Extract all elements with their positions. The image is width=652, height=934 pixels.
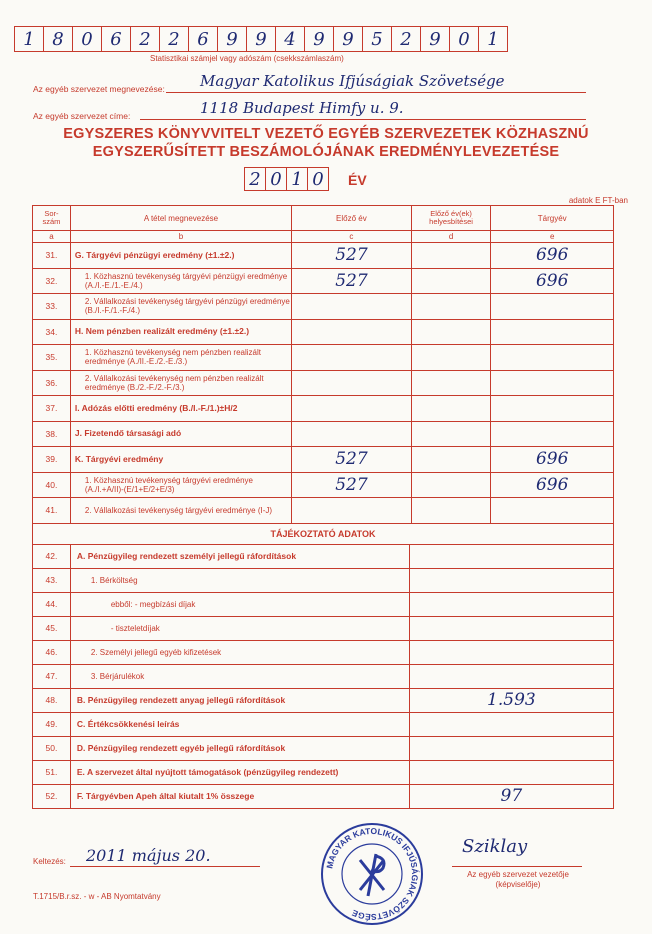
header-current-year: Tárgyév bbox=[537, 213, 567, 223]
info-row-value bbox=[410, 737, 613, 760]
current-year-value: 696 bbox=[535, 270, 569, 291]
header-row-number: Sor- szám bbox=[33, 206, 71, 230]
tax-digit-box: 1 bbox=[14, 26, 44, 52]
row-number: 40. bbox=[33, 473, 71, 498]
correction-value bbox=[412, 473, 492, 498]
correction-value bbox=[412, 447, 492, 472]
tax-digit-box: 5 bbox=[362, 26, 392, 52]
row-number: 31. bbox=[33, 243, 71, 268]
date-line bbox=[70, 866, 260, 867]
tax-number-label: Statisztikai számjel vagy adószám (csekkszámlaszám) bbox=[150, 54, 344, 63]
row-label: 2. Vállalkozási tevékenység tárgyévi eredménye (I-J) bbox=[71, 498, 292, 523]
tax-number-boxes bbox=[14, 26, 507, 52]
correction-value bbox=[412, 371, 492, 396]
correction-value bbox=[412, 396, 492, 421]
info-row-number: 48. bbox=[33, 689, 71, 712]
row-number: 32. bbox=[33, 269, 71, 294]
row-number: 41. bbox=[33, 498, 71, 523]
info-row bbox=[32, 713, 614, 737]
tax-digit-box: 8 bbox=[43, 26, 73, 52]
row-label: G. Tárgyévi pénzügyi eredmény (±1.±2.) bbox=[71, 243, 292, 268]
info-row-number: 50. bbox=[33, 737, 71, 760]
info-row-value bbox=[410, 641, 613, 664]
table-row bbox=[32, 422, 614, 448]
org-name-value: Magyar Katolikus Ifjúságiak Szövetsége bbox=[200, 72, 505, 90]
year-boxes bbox=[244, 167, 328, 191]
letter-b: b bbox=[71, 231, 292, 242]
previous-year-value: 527 bbox=[292, 243, 412, 268]
form-title-line1: EGYSZERES KÖNYVVITELT VEZETŐ EGYÉB SZERVEZETEK KÖZHASZNÚ bbox=[63, 126, 589, 142]
tax-digit-box: 9 bbox=[217, 26, 247, 52]
info-row bbox=[32, 641, 614, 665]
info-row-value bbox=[410, 617, 613, 640]
results-table bbox=[32, 205, 614, 809]
info-row bbox=[32, 737, 614, 761]
info-row bbox=[32, 689, 614, 713]
row-label: I. Adózás előtti eredmény (B./I.-F./1.)±H/2 bbox=[71, 396, 292, 421]
info-row-label: E. A szervezet által nyújtott támogatások (pénzügyileg rendezett) bbox=[71, 761, 410, 784]
row-label: 2. Vállalkozási tevékenység tárgyévi pénzügyi eredménye (B./I.-F./1.-F./4.) bbox=[71, 294, 292, 319]
correction-value bbox=[412, 243, 492, 268]
info-row-number: 47. bbox=[33, 665, 71, 688]
info-header: TÁJÉKOZTATÓ ADATOK bbox=[32, 524, 614, 545]
current-year-value bbox=[491, 498, 613, 523]
previous-year-value bbox=[292, 345, 412, 370]
previous-year-value bbox=[292, 294, 412, 319]
correction-value bbox=[412, 269, 492, 294]
organization-stamp bbox=[318, 820, 426, 928]
info-row bbox=[32, 593, 614, 617]
table-row bbox=[32, 473, 614, 499]
row-number: 33. bbox=[33, 294, 71, 319]
previous-year-value: 527 bbox=[292, 473, 412, 498]
previous-year-value bbox=[292, 371, 412, 396]
row-label: 1. Közhasznú tevékenység nem pénzben realizált eredménye (A./II.-E./2.-E./3.) bbox=[71, 345, 292, 370]
info-row-number: 43. bbox=[33, 569, 71, 592]
info-row-label: 2. Személyi jellegű egyéb kifizetések bbox=[71, 641, 410, 664]
previous-year-value bbox=[292, 498, 412, 523]
header-previous-year: Előző év bbox=[292, 206, 412, 230]
info-row bbox=[32, 617, 614, 641]
stamp-text: MAGYAR KATOLIKUS IFJÚSÁGIAK SZÖVETSÉGE bbox=[324, 825, 421, 923]
tax-digit-box: 2 bbox=[130, 26, 160, 52]
tax-digit-box: 9 bbox=[333, 26, 363, 52]
signatory-label: Az egyéb szervezet vezetője (képviselője) bbox=[467, 870, 569, 889]
info-row-label: D. Pénzügyileg rendezett egyéb jellegű ráfordítások bbox=[71, 737, 410, 760]
letter-a: a bbox=[33, 231, 71, 242]
tax-digit-box: 2 bbox=[391, 26, 421, 52]
main-rows bbox=[32, 243, 614, 524]
correction-value bbox=[412, 422, 492, 447]
table-row bbox=[32, 320, 614, 346]
current-year-value bbox=[491, 294, 613, 319]
correction-value bbox=[412, 498, 492, 523]
header-corrections: Előző év(ek) helyesbítései bbox=[412, 206, 492, 230]
current-year-value bbox=[491, 345, 613, 370]
current-year-value: 696 bbox=[535, 474, 569, 495]
year-digit-box: 0 bbox=[265, 167, 287, 191]
row-label: H. Nem pénzben realizált eredmény (±1.±2.) bbox=[71, 320, 292, 345]
info-row-label: 1. Bérköltség bbox=[71, 569, 410, 592]
header-item-name: A tétel megnevezése bbox=[71, 206, 292, 230]
correction-value bbox=[412, 294, 492, 319]
row-number: 34. bbox=[33, 320, 71, 345]
info-row-number: 44. bbox=[33, 593, 71, 616]
tax-digit-box: 1 bbox=[478, 26, 508, 52]
current-year-value bbox=[491, 396, 613, 421]
row-number: 36. bbox=[33, 371, 71, 396]
org-name-label: Az egyéb szervezet megnevezése: bbox=[33, 84, 165, 94]
tax-digit-box: 6 bbox=[101, 26, 131, 52]
info-row-value bbox=[410, 761, 613, 784]
tax-digit-box: 9 bbox=[304, 26, 334, 52]
info-row-label: F. Tárgyévben Apeh által kiutalt 1% összege bbox=[71, 785, 410, 808]
row-number: 39. bbox=[33, 447, 71, 472]
info-row bbox=[32, 761, 614, 785]
year-digit-box: 1 bbox=[286, 167, 308, 191]
table-row bbox=[32, 371, 614, 397]
info-row-label: C. Értékcsökkenési leírás bbox=[71, 713, 410, 736]
info-rows bbox=[32, 545, 614, 809]
row-number: 37. bbox=[33, 396, 71, 421]
info-row-number: 49. bbox=[33, 713, 71, 736]
org-address-label: Az egyéb szervezet címe: bbox=[33, 111, 131, 121]
info-row-value bbox=[410, 713, 613, 736]
printer-note: T.1715/B.r.sz. - w - AB Nyomtatvány bbox=[33, 892, 161, 901]
info-row-number: 52. bbox=[33, 785, 71, 808]
current-year-value bbox=[491, 371, 613, 396]
previous-year-value bbox=[292, 320, 412, 345]
table-row bbox=[32, 396, 614, 422]
table-row bbox=[32, 345, 614, 371]
year-suffix: ÉV bbox=[348, 172, 367, 188]
tax-digit-box: 9 bbox=[246, 26, 276, 52]
info-row-number: 46. bbox=[33, 641, 71, 664]
year-digit-box: 2 bbox=[244, 167, 266, 191]
previous-year-value bbox=[292, 422, 412, 447]
info-row bbox=[32, 545, 614, 569]
date-label: Keltezés: bbox=[33, 857, 66, 866]
letter-e: e bbox=[550, 232, 555, 241]
org-name-line bbox=[166, 92, 586, 93]
info-row-number: 51. bbox=[33, 761, 71, 784]
signature-line bbox=[452, 866, 582, 867]
form-title-line2: EGYSZERŰSÍTETT BESZÁMOLÓJÁNAK EREDMÉNYLEVEZETÉSE bbox=[92, 144, 560, 160]
row-label: K. Tárgyévi eredmény bbox=[71, 447, 292, 472]
row-number: 38. bbox=[33, 422, 71, 447]
info-row bbox=[32, 569, 614, 593]
table-row bbox=[32, 294, 614, 320]
info-row-number: 42. bbox=[33, 545, 71, 568]
row-label: 1. Közhasznú tevékenység tárgyévi pénzügyi eredménye (A./I.-E./1.-E./4.) bbox=[71, 269, 292, 294]
chi-rho-icon bbox=[360, 854, 384, 896]
row-label: J. Fizetendő társasági adó bbox=[71, 422, 292, 447]
previous-year-value: 527 bbox=[292, 447, 412, 472]
info-row-value bbox=[410, 569, 613, 592]
unit-note: adatok E FT-ban bbox=[568, 196, 628, 205]
row-label: 1. Közhasznú tevékenység tárgyévi eredménye (A./I.+A/II)-(E/1+E/2+E/3) bbox=[71, 473, 292, 498]
signature: Sziklay bbox=[462, 836, 528, 857]
info-row-value bbox=[410, 545, 613, 568]
org-address-line bbox=[140, 119, 586, 120]
table-letter-row bbox=[32, 231, 614, 243]
info-row-label: - tiszteletdíjak bbox=[71, 617, 410, 640]
date-value: 2011 május 20. bbox=[86, 846, 211, 865]
letter-c: c bbox=[292, 231, 412, 242]
info-row-label: 3. Bérjárulékok bbox=[71, 665, 410, 688]
info-row-value bbox=[410, 593, 613, 616]
org-address-value: 1118 Budapest Himfy u. 9. bbox=[200, 99, 404, 117]
info-row bbox=[32, 665, 614, 689]
info-row-value: 97 bbox=[500, 786, 523, 806]
table-row bbox=[32, 269, 614, 295]
previous-year-value bbox=[292, 396, 412, 421]
table-row bbox=[32, 243, 614, 269]
tax-digit-box: 0 bbox=[449, 26, 479, 52]
letter-d: d bbox=[412, 231, 492, 242]
info-row-value bbox=[410, 665, 613, 688]
info-row-label: A. Pénzügyileg rendezett személyi jellegű ráfordítások bbox=[71, 545, 410, 568]
info-row-label: B. Pénzügyileg rendezett anyag jellegű ráfordítások bbox=[71, 689, 410, 712]
row-number: 35. bbox=[33, 345, 71, 370]
table-header bbox=[32, 205, 614, 231]
table-row bbox=[32, 447, 614, 473]
tax-digit-box: 0 bbox=[72, 26, 102, 52]
row-label: 2. Vállalkozási tevékenység nem pénzben realizált eredménye (B./2.-F./2.-F./3.) bbox=[71, 371, 292, 396]
info-row-value: 1.593 bbox=[487, 690, 536, 710]
tax-digit-box: 6 bbox=[188, 26, 218, 52]
tax-digit-box: 4 bbox=[275, 26, 305, 52]
tax-digit-box: 2 bbox=[159, 26, 189, 52]
table-row bbox=[32, 498, 614, 524]
correction-value bbox=[412, 320, 492, 345]
year-digit-box: 0 bbox=[307, 167, 329, 191]
info-row-number: 45. bbox=[33, 617, 71, 640]
current-year-value: 696 bbox=[535, 449, 569, 470]
current-year-value: 696 bbox=[535, 245, 569, 266]
info-row-label: ebből: - megbízási díjak bbox=[71, 593, 410, 616]
tax-digit-box: 9 bbox=[420, 26, 450, 52]
previous-year-value: 527 bbox=[292, 269, 412, 294]
correction-value bbox=[412, 345, 492, 370]
current-year-value bbox=[491, 320, 613, 345]
info-row bbox=[32, 785, 614, 809]
current-year-value bbox=[491, 422, 613, 447]
